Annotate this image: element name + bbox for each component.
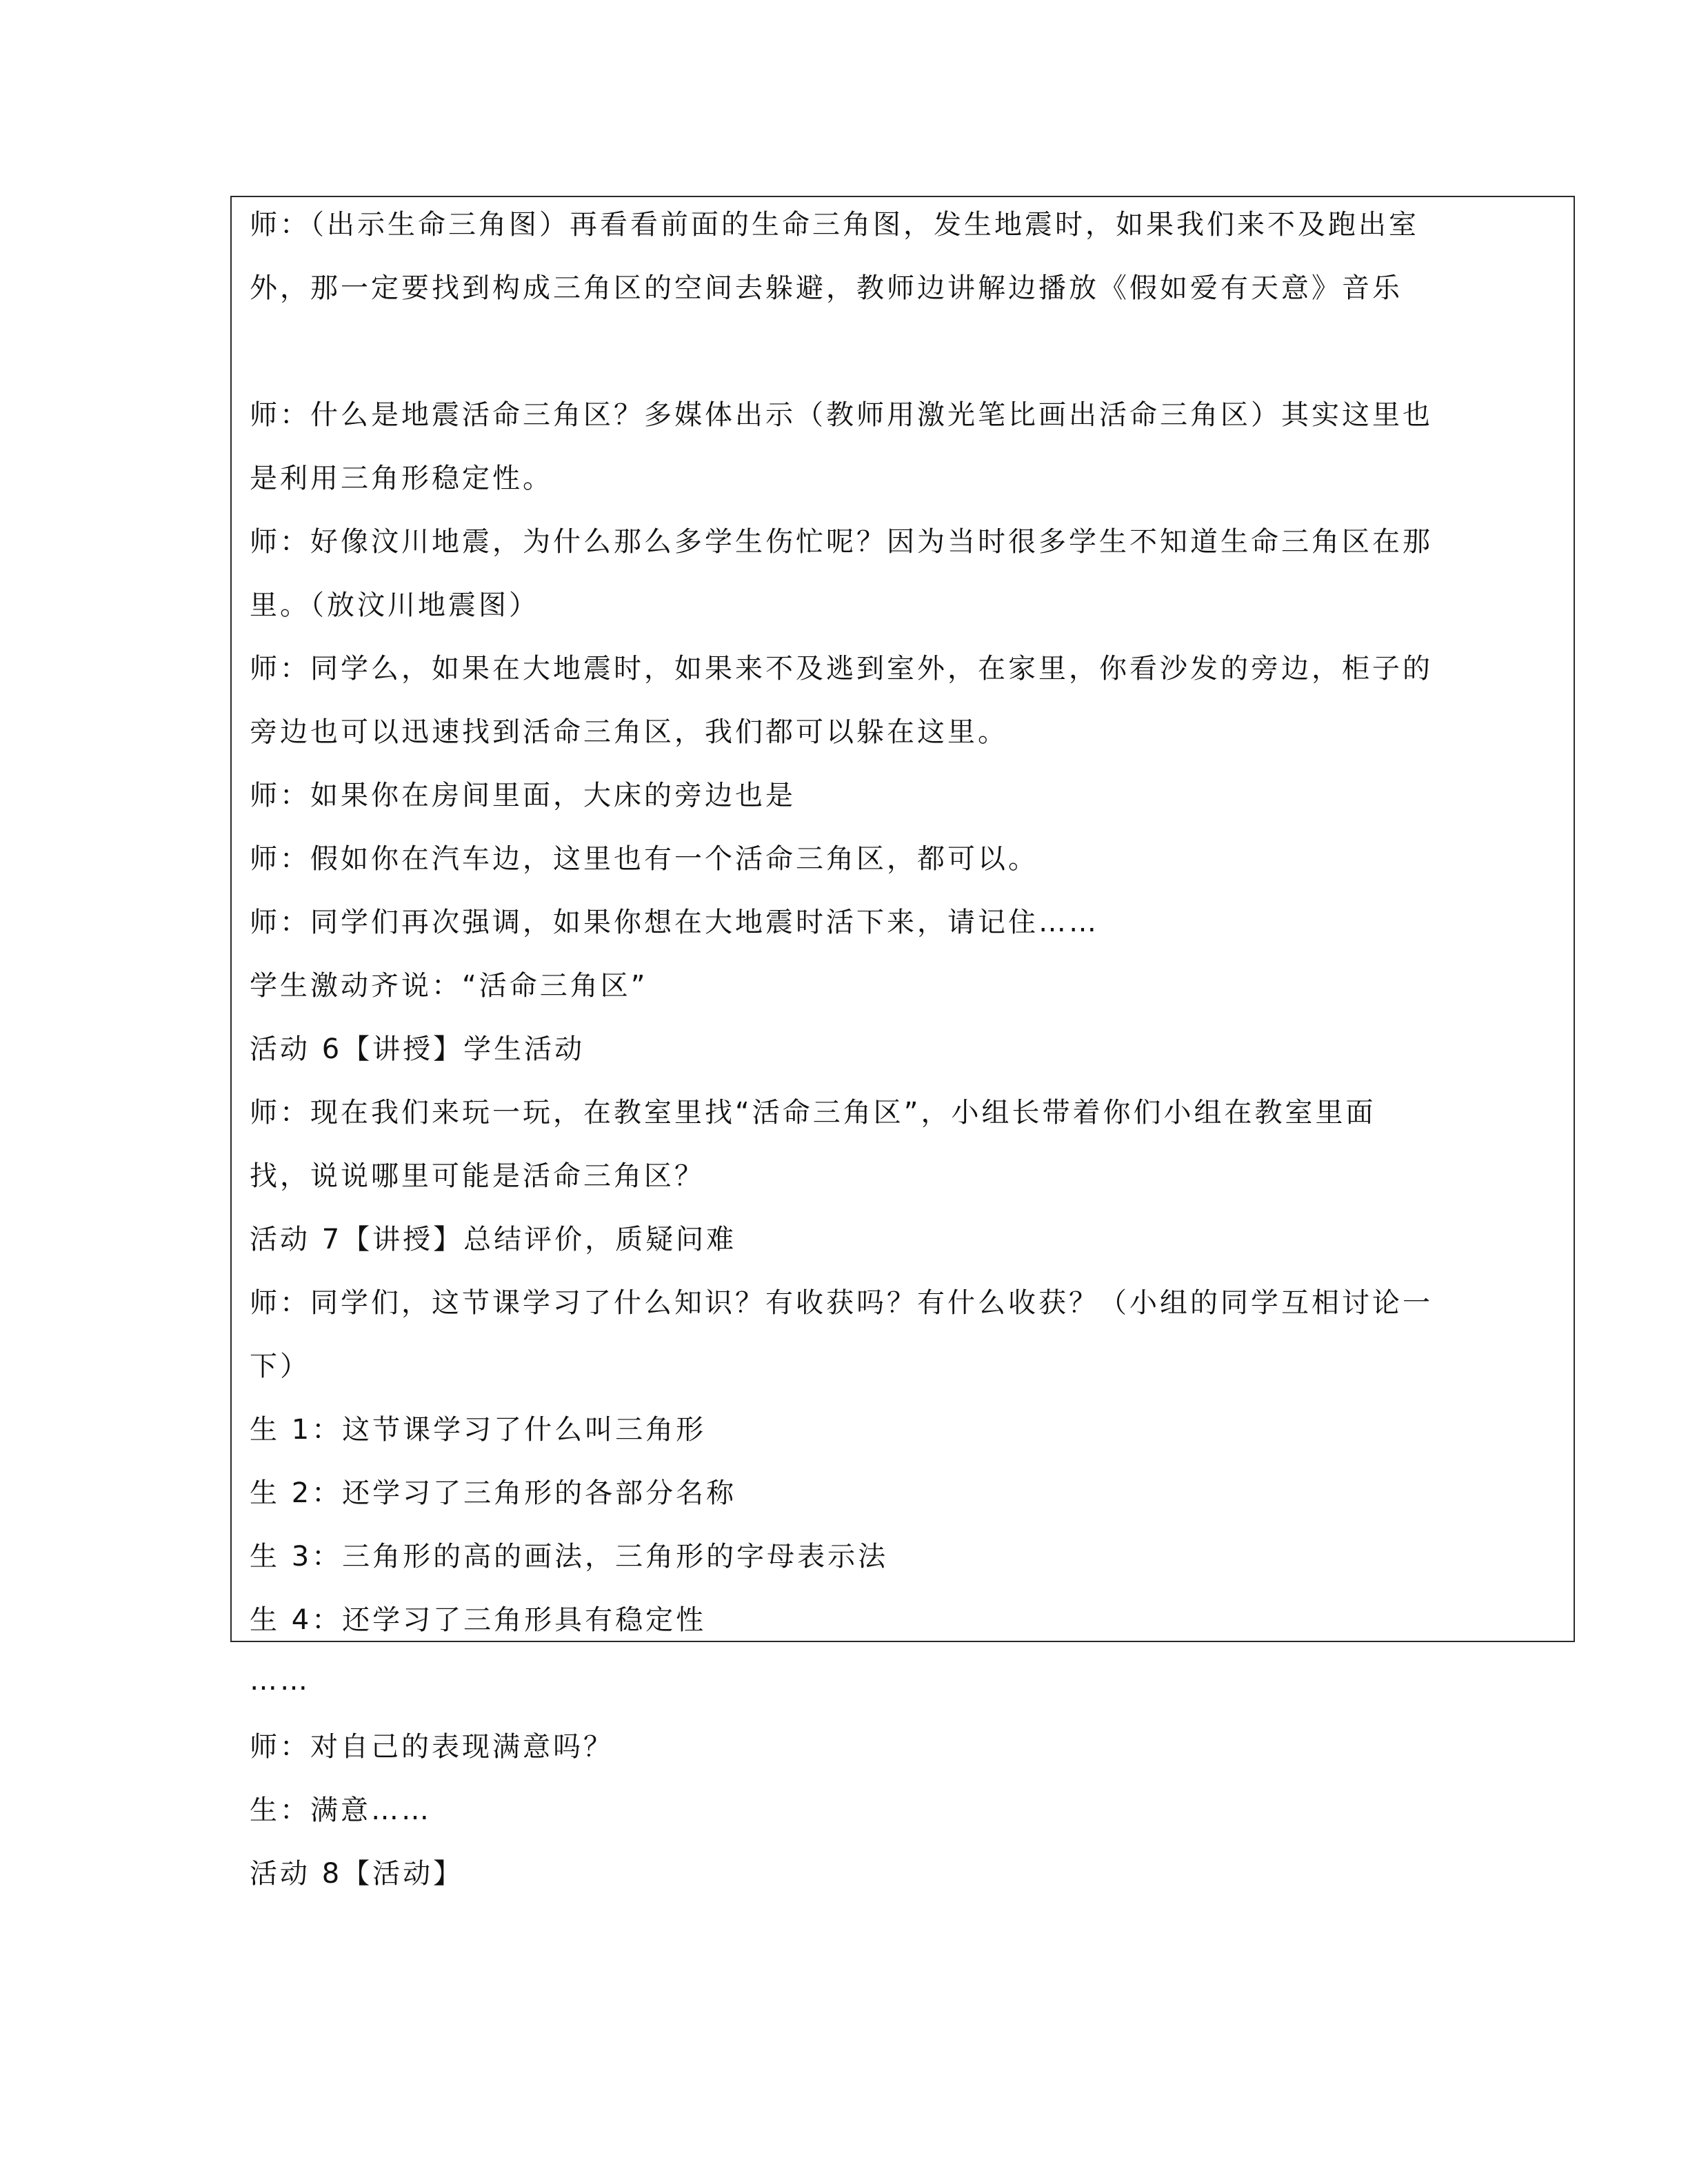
text-line: 生 1：这节课学习了什么叫三角形	[250, 1414, 707, 1446]
text-line: 师：同学们再次强调，如果你想在大地震时活下来，请记住……	[250, 907, 1099, 938]
text-line: 找，说说哪里可能是活命三角区？	[250, 1160, 705, 1192]
ellipsis-line: ……	[250, 1665, 310, 1697]
text-line: 师：假如你在汽车边，这里也有一个活命三角区，都可以。	[250, 843, 1038, 875]
text-line: 师：好像汶川地震，为什么那么多学生伤忙呢？因为当时很多学生不知道生命三角区在那	[250, 526, 1433, 558]
text-line: 里。（放汶川地震图）	[250, 589, 539, 621]
text-line: 师：对自己的表现满意吗？	[250, 1731, 614, 1763]
text-line: 学生激动齐说：“活命三角区”	[250, 970, 648, 1002]
text-line: 师：什么是地震活命三角区？多媒体出示（教师用激光笔比画出活命三角区）其实这里也	[250, 399, 1433, 431]
text-line: 旁边也可以迅速找到活命三角区，我们都可以躲在这里。	[250, 716, 1008, 748]
activity-heading: 活动 7【讲授】总结评价，质疑问难	[250, 1224, 737, 1255]
text-line: 是利用三角形稳定性。	[250, 463, 553, 494]
text-line: 外，那一定要找到构成三角区的空间去躲避，教师边讲解边播放《假如爱有天意》音乐	[250, 272, 1403, 304]
text-line: 师：（出示生命三角图）再看看前面的生命三角图，发生地震时，如果我们来不及跑出室	[250, 209, 1419, 241]
activity-heading: 活动 8【活动】	[250, 1858, 464, 1890]
text-line: 师：同学们，这节课学习了什么知识？有收获吗？有什么收获？（小组的同学互相讨论一	[250, 1287, 1433, 1319]
text-line: 生 3：三角形的高的画法，三角形的字母表示法	[250, 1541, 889, 1573]
text-line: 生 4：还学习了三角形具有稳定性	[250, 1604, 707, 1636]
text-line: 生 2：还学习了三角形的各部分名称	[250, 1477, 737, 1509]
text-line: 师：如果你在房间里面，大床的旁边也是	[250, 780, 796, 811]
text-line: 生：满意……	[250, 1794, 432, 1826]
text-line: 师：同学么，如果在大地震时，如果来不及逃到室外，在家里，你看沙发的旁边，柜子的	[250, 653, 1433, 685]
text-line: 师：现在我们来玩一玩，在教室里找“活命三角区”，小组长带着你们小组在教室里面	[250, 1097, 1376, 1129]
text-line: 下）	[250, 1351, 310, 1382]
activity-heading: 活动 6【讲授】学生活动	[250, 1033, 585, 1065]
